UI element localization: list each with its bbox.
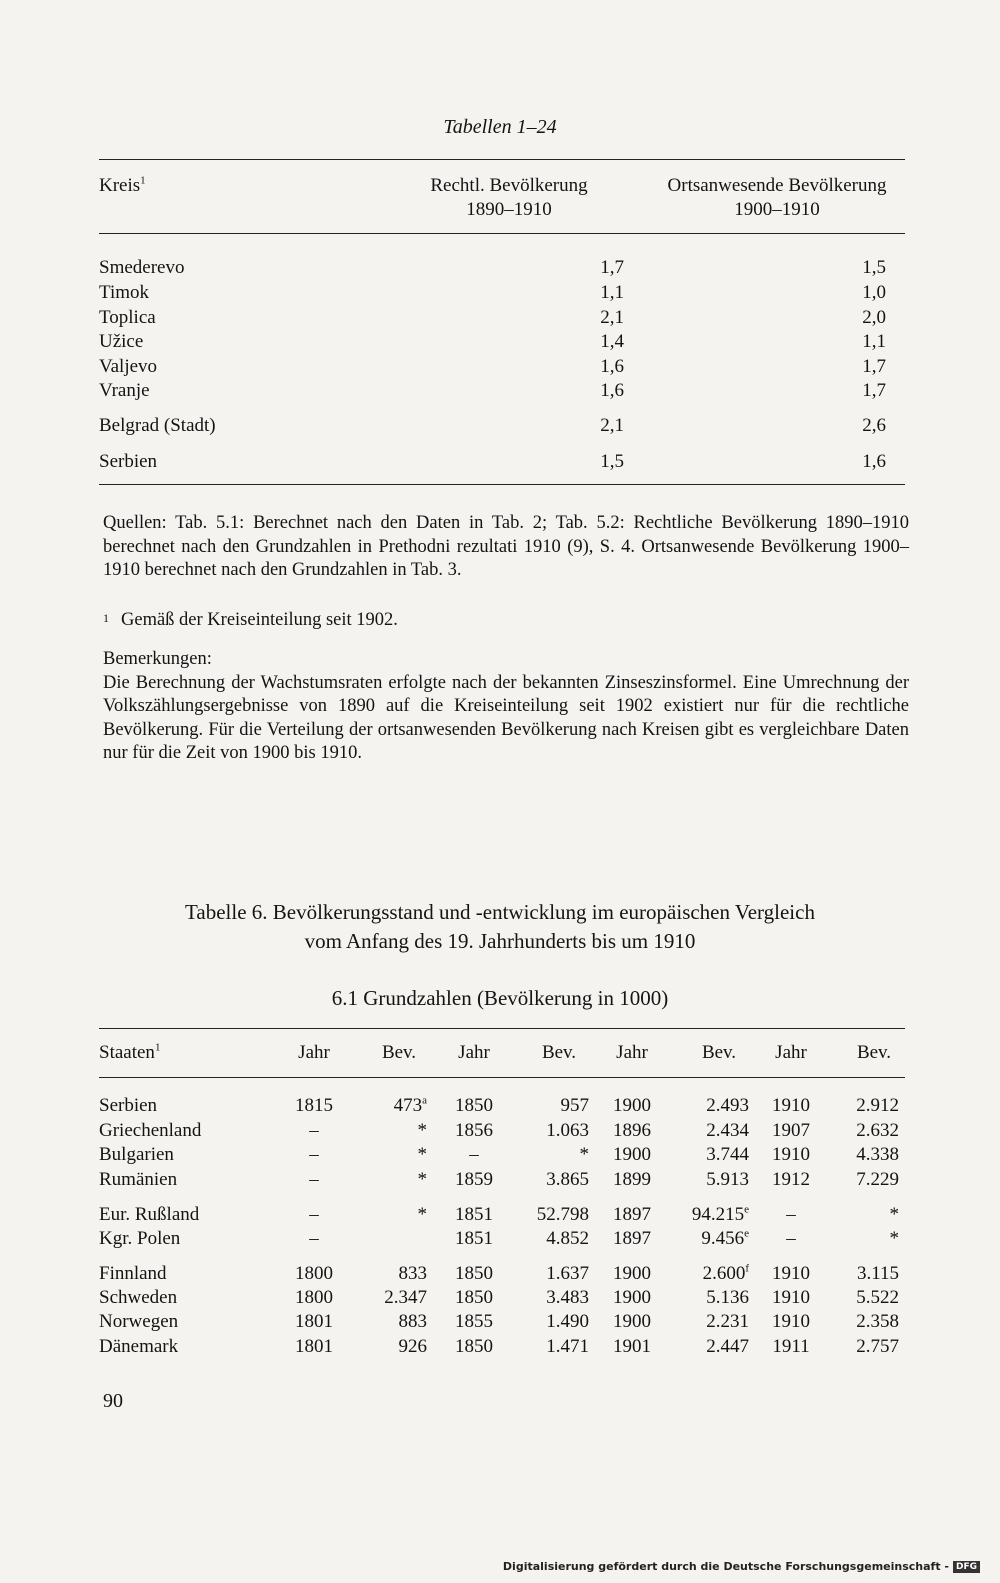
table-top-rule: [99, 159, 905, 160]
cell-y4: 1910: [772, 1263, 810, 1284]
kreis-name: Timok: [99, 282, 149, 303]
table-bottom-rule: [99, 484, 905, 485]
cell-b3: 2.434: [706, 1120, 749, 1141]
table6-top-rule: [99, 1028, 905, 1029]
cell-b3: 5.913: [706, 1169, 749, 1190]
page-number: 90: [103, 1390, 123, 1412]
kreis-name: Smederevo: [99, 257, 185, 278]
kreis-name: Užice: [99, 331, 144, 352]
table-row: [99, 1168, 905, 1192]
cell-name: Griechenland: [99, 1120, 202, 1141]
table-row: [99, 1119, 905, 1143]
table-row: [99, 306, 905, 330]
table-header-rule: [99, 233, 905, 234]
cell-name: Finnland: [99, 1263, 167, 1284]
cell-b2: 1.637: [546, 1263, 589, 1284]
cell-y1: –: [309, 1204, 319, 1225]
remarks: [103, 648, 909, 766]
digitization-footer: [503, 1560, 980, 1573]
cell-y1: 1815: [295, 1095, 333, 1116]
ortsanwesend-value: 1,0: [862, 282, 886, 303]
cell-y4: –: [786, 1204, 796, 1225]
rechtl-value: 1,7: [600, 257, 624, 278]
rechtl-value: 1,1: [600, 282, 624, 303]
cell-name: Schweden: [99, 1287, 178, 1308]
remarks-text: Die Berechnung der Wachstumsraten erfolgte nach der bekannten Zinseszinsformel. Eine Umrechnung der Volkszählungsergebnisse von 1890 auf die Kreiseinteilung seit 1902 existiert nur für die rechtliche Bevölkerung. Für die Verteilung der ortsanwesenden Bevölkerung nach Kreisen gibt es vergleichbare Daten nur für die Zeit von 1900 bis 1910.: [103, 672, 909, 763]
cell-y4: 1907: [772, 1120, 810, 1141]
cell-b4: 2.358: [856, 1311, 899, 1332]
kreis-name: Valjevo: [99, 356, 158, 377]
table6-header-rule: [99, 1077, 905, 1078]
cell-name: Rumänien: [99, 1169, 178, 1190]
rechtl-value: 1,5: [600, 451, 624, 472]
header-kreis: Kreis$^1$: [99, 174, 146, 196]
table-row: [99, 450, 905, 474]
table-row: [99, 330, 905, 354]
rechtl-value: 1,6: [600, 380, 624, 401]
sources-note: Quellen: Tab. 5.1: Berechnet nach den Daten in Tab. 2; Tab. 5.2: Rechtliche Bevölkerung 1890–1910 berechnet nach den Grundzahlen in Prethodni rezultati 1910 (9), S. 4. Ortsanwesende Bevölkerung 1900–1910 berechnet nach den Grundzahlen in Tab. 3.: [103, 513, 909, 580]
table-row: [99, 1227, 905, 1251]
ortsanwesend-value: 2,0: [862, 307, 886, 328]
kreis-name: Vranje: [99, 380, 150, 401]
table5-header: [99, 174, 905, 224]
cell-y4: –: [786, 1228, 796, 1249]
table-row: [99, 1203, 905, 1227]
cell-y4: 1910: [772, 1311, 810, 1332]
rechtl-value: 1,6: [600, 356, 624, 377]
cell-y3: 1897: [613, 1228, 651, 1249]
running-head: Tabellen 1–24: [443, 116, 557, 138]
kreis-name: Belgrad (Stadt): [99, 415, 216, 436]
cell-b3: 2.231: [706, 1311, 749, 1332]
table-row: [99, 256, 905, 280]
rechtl-value: 2,1: [600, 415, 624, 436]
cell-b4: 2.757: [856, 1336, 899, 1357]
cell-y3: 1900: [613, 1311, 651, 1332]
ortsanwesend-value: 1,5: [862, 257, 886, 278]
cell-y2: –: [469, 1144, 479, 1165]
cell-b3: 9.456e: [701, 1227, 749, 1249]
cell-b2: 52.798: [536, 1204, 589, 1225]
cell-b1: 473$^a$: [393, 1094, 427, 1116]
kreis-name: Serbien: [99, 451, 158, 472]
cell-y1: 1801: [295, 1336, 333, 1357]
cell-b1: *: [417, 1144, 427, 1165]
cell-b1: 926: [398, 1336, 427, 1357]
cell-b4: 2.912: [856, 1095, 899, 1116]
dfg-logo-icon: DFG: [953, 1561, 980, 1573]
cell-name: Eur. Rußland: [99, 1204, 200, 1225]
table-row: [99, 1143, 905, 1167]
cell-b4: 3.115: [856, 1263, 899, 1284]
table-row: [99, 1335, 905, 1359]
cell-y2: 1851: [455, 1204, 493, 1225]
cell-b2: *: [579, 1144, 589, 1165]
cell-y3: 1900: [613, 1095, 651, 1116]
cell-name: Serbien: [99, 1095, 158, 1116]
ortsanwesend-value: 1,7: [862, 356, 886, 377]
header-bev-2: Bev.: [541, 1042, 577, 1063]
cell-b4: 5.522: [856, 1287, 899, 1308]
kreis-name: Toplica: [99, 307, 156, 328]
cell-name: Norwegen: [99, 1311, 179, 1332]
remarks-title: Bemerkungen:: [103, 649, 212, 669]
cell-name: Bulgarien: [99, 1144, 174, 1165]
cell-y4: 1912: [772, 1169, 810, 1190]
cell-y2: 1850: [455, 1336, 493, 1357]
header-jahr-3: Jahr: [616, 1042, 648, 1063]
ortsanwesend-value: 2,6: [862, 415, 886, 436]
cell-b4: 7.229: [856, 1169, 899, 1190]
rechtl-value: 2,1: [600, 307, 624, 328]
cell-b1: 883: [398, 1311, 427, 1332]
cell-y4: 1910: [772, 1095, 810, 1116]
cell-y1: –: [309, 1120, 319, 1141]
header-jahr-4: Jahr: [775, 1042, 807, 1063]
header-jahr-1: Jahr: [298, 1042, 330, 1063]
header-bev-1: Bev.: [381, 1042, 417, 1063]
cell-b3: 2.600$^f$: [702, 1262, 749, 1284]
cell-y2: 1856: [455, 1120, 493, 1141]
cell-y1: 1800: [295, 1287, 333, 1308]
table-row: [99, 1310, 905, 1334]
cell-y2: 1850: [455, 1095, 493, 1116]
cell-b3: 94.215e: [691, 1203, 749, 1225]
cell-y1: –: [309, 1228, 319, 1249]
cell-b2: 1.471: [546, 1336, 589, 1357]
cell-b1: 2.347: [384, 1287, 427, 1308]
table-row: [99, 355, 905, 379]
table6-subtitle: 6.1 Grundzahlen (Bevölkerung in 1000): [331, 986, 669, 1010]
cell-y2: 1851: [455, 1228, 493, 1249]
cell-b2: 1.063: [546, 1120, 589, 1141]
cell-y3: 1900: [613, 1263, 651, 1284]
cell-b2: 3.483: [546, 1287, 589, 1308]
table-row: [99, 1094, 905, 1118]
cell-y3: 1899: [613, 1169, 651, 1190]
header-jahr-2: Jahr: [458, 1042, 490, 1063]
table6-header: [99, 1042, 905, 1068]
cell-y4: 1910: [772, 1144, 810, 1165]
cell-name: Dänemark: [99, 1336, 179, 1357]
cell-y4: 1911: [772, 1336, 810, 1357]
cell-b3: 2.493: [706, 1095, 749, 1116]
cell-y4: 1910: [772, 1287, 810, 1308]
table-row: [99, 1286, 905, 1310]
cell-b3: 5.136: [706, 1287, 749, 1308]
cell-b1: *: [417, 1169, 427, 1190]
table-row: [99, 379, 905, 403]
cell-b3: 2.447: [706, 1336, 749, 1357]
cell-y2: 1855: [455, 1311, 493, 1332]
header-bev-3: Bev.: [701, 1042, 737, 1063]
cell-y3: 1900: [613, 1144, 651, 1165]
cell-b4: *: [889, 1228, 899, 1249]
cell-y2: 1859: [455, 1169, 493, 1190]
cell-b2: 3.865: [546, 1169, 589, 1190]
header-bev-4: Bev.: [856, 1042, 892, 1063]
cell-b4: 2.632: [856, 1120, 899, 1141]
cell-y2: 1850: [455, 1287, 493, 1308]
cell-b1: *: [417, 1120, 427, 1141]
footer-text: Digitalisierung gefördert durch die Deutsche Forschungsgemeinschaft -: [502, 1560, 949, 1573]
cell-b3: 3.744: [706, 1144, 749, 1165]
ortsanwesend-value: 1,6: [862, 451, 886, 472]
cell-y3: 1900: [613, 1287, 651, 1308]
table-row: [99, 281, 905, 305]
cell-y1: –: [309, 1144, 319, 1165]
ortsanwesend-value: 1,1: [862, 331, 886, 352]
header-rechtl: Rechtl. Bevölkerung 1890–1910: [430, 175, 588, 220]
cell-b1: 833: [398, 1263, 427, 1284]
header-ortsanwesend: Ortsanwesende Bevölkerung 1900–1910: [667, 175, 887, 220]
ortsanwesend-value: 1,7: [862, 380, 886, 401]
cell-b4: *: [889, 1204, 899, 1225]
cell-b2: 1.490: [546, 1311, 589, 1332]
cell-y3: 1896: [613, 1120, 651, 1141]
cell-y3: 1897: [613, 1204, 651, 1225]
cell-b2: 957: [560, 1095, 589, 1116]
cell-y1: 1800: [295, 1263, 333, 1284]
header-staaten: Staaten$^1$: [99, 1041, 161, 1063]
cell-b2: 4.852: [546, 1228, 589, 1249]
cell-y1: –: [309, 1169, 319, 1190]
cell-name: Kgr. Polen: [99, 1228, 181, 1249]
cell-b4: 4.338: [856, 1144, 899, 1165]
footnote: $^1$ Gemäß der Kreiseinteilung seit 1902.: [103, 610, 398, 630]
cell-y2: 1850: [455, 1263, 493, 1284]
table-row: [99, 414, 905, 438]
cell-y3: 1901: [613, 1336, 651, 1357]
table-row: [99, 1262, 905, 1286]
cell-y1: 1801: [295, 1311, 333, 1332]
rechtl-value: 1,4: [600, 331, 624, 352]
cell-b1: *: [417, 1204, 427, 1225]
table6-title: Tabelle 6. Bevölkerungsstand und -entwicklung im europäischen Vergleich vom Anfang des 19. Jahrhunderts bis um 1910: [185, 900, 815, 953]
